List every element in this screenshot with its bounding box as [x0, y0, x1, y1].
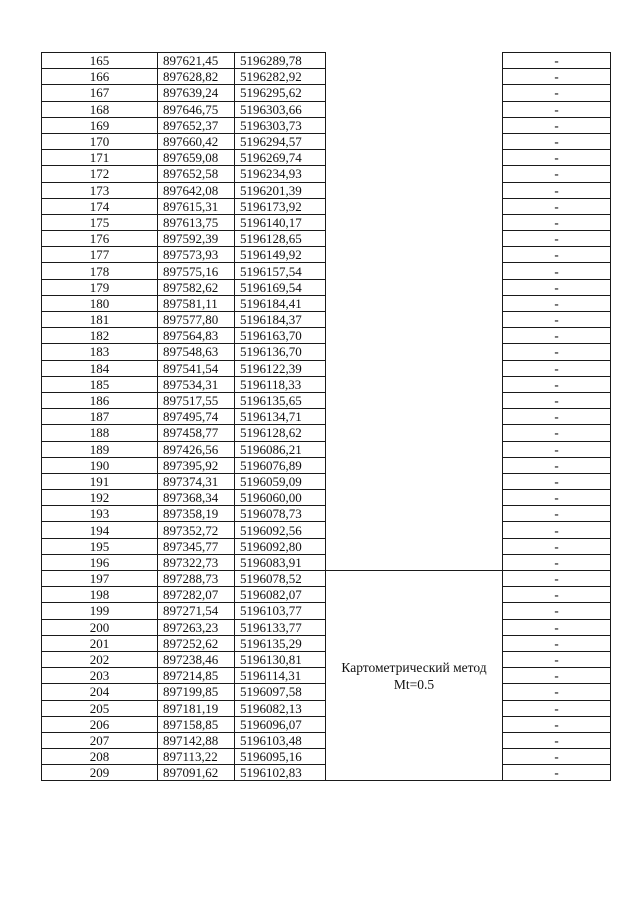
coordinates-table: [41, 52, 611, 781]
point-number: 209: [42, 765, 158, 781]
coordinate-y: 5196169,54: [235, 279, 326, 295]
point-number: 185: [42, 376, 158, 392]
accuracy-value: -: [503, 749, 611, 765]
accuracy-value: -: [503, 587, 611, 603]
coordinate-y: 5196095,16: [235, 749, 326, 765]
point-number: 201: [42, 635, 158, 651]
coordinate-y: 5196289,78: [235, 53, 326, 69]
coordinate-x: 897592,39: [158, 231, 235, 247]
coordinate-x: 897374,31: [158, 473, 235, 489]
accuracy-value: -: [503, 344, 611, 360]
coordinate-y: 5196303,73: [235, 117, 326, 133]
coordinate-x: 897577,80: [158, 312, 235, 328]
coordinate-x: 897495,74: [158, 409, 235, 425]
coordinate-x: 897288,73: [158, 571, 235, 587]
coordinate-x: 897238,46: [158, 651, 235, 667]
point-number: 182: [42, 328, 158, 344]
coordinate-x: 897142,88: [158, 732, 235, 748]
point-number: 192: [42, 490, 158, 506]
coordinate-y: 5196114,31: [235, 668, 326, 684]
accuracy-value: -: [503, 473, 611, 489]
accuracy-value: -: [503, 522, 611, 538]
coordinate-y: 5196135,65: [235, 392, 326, 408]
method-name: Картометрический метод: [341, 659, 487, 675]
point-number: 208: [42, 749, 158, 765]
coordinate-x: 897581,11: [158, 295, 235, 311]
coordinate-y: 5196128,62: [235, 425, 326, 441]
accuracy-value: -: [503, 328, 611, 344]
point-number: 195: [42, 538, 158, 554]
coordinate-y: 5196269,74: [235, 150, 326, 166]
accuracy-value: -: [503, 441, 611, 457]
coordinate-x: 897582,62: [158, 279, 235, 295]
accuracy-value: -: [503, 360, 611, 376]
accuracy-value: -: [503, 279, 611, 295]
coordinate-x: 897541,54: [158, 360, 235, 376]
coordinate-y: 5196163,70: [235, 328, 326, 344]
coordinate-x: 897615,31: [158, 198, 235, 214]
accuracy-value: -: [503, 635, 611, 651]
accuracy-value: -: [503, 765, 611, 781]
point-number: 166: [42, 69, 158, 85]
accuracy-value: -: [503, 716, 611, 732]
accuracy-value: -: [503, 182, 611, 198]
coordinate-x: 897263,23: [158, 619, 235, 635]
coordinate-x: 897322,73: [158, 554, 235, 570]
coordinate-y: 5196103,77: [235, 603, 326, 619]
point-number: 174: [42, 198, 158, 214]
accuracy-value: -: [503, 490, 611, 506]
method-accuracy: Mt=0.5: [393, 676, 435, 692]
coordinate-y: 5196097,58: [235, 684, 326, 700]
coordinate-y: 5196092,56: [235, 522, 326, 538]
method-cell: [326, 571, 503, 781]
accuracy-value: -: [503, 684, 611, 700]
point-number: 180: [42, 295, 158, 311]
coordinate-x: 897458,77: [158, 425, 235, 441]
point-number: 204: [42, 684, 158, 700]
coordinate-y: 5196092,80: [235, 538, 326, 554]
coordinate-x: 897113,22: [158, 749, 235, 765]
accuracy-value: -: [503, 668, 611, 684]
point-number: 172: [42, 166, 158, 182]
coordinate-x: 897252,62: [158, 635, 235, 651]
coordinate-y: 5196294,57: [235, 133, 326, 149]
point-number: 188: [42, 425, 158, 441]
accuracy-value: -: [503, 247, 611, 263]
coordinate-x: 897345,77: [158, 538, 235, 554]
coordinate-x: 897660,42: [158, 133, 235, 149]
accuracy-value: -: [503, 198, 611, 214]
point-number: 170: [42, 133, 158, 149]
coordinate-y: 5196133,77: [235, 619, 326, 635]
coordinate-y: 5196082,07: [235, 587, 326, 603]
accuracy-value: -: [503, 392, 611, 408]
coordinate-y: 5196184,37: [235, 312, 326, 328]
point-number: 184: [42, 360, 158, 376]
table-row: [42, 571, 611, 587]
coordinates-table-body: [42, 53, 611, 781]
accuracy-value: -: [503, 312, 611, 328]
coordinate-x: 897639,24: [158, 85, 235, 101]
point-number: 173: [42, 182, 158, 198]
accuracy-value: -: [503, 150, 611, 166]
point-number: 181: [42, 312, 158, 328]
coordinate-y: 5196128,65: [235, 231, 326, 247]
coordinate-y: 5196083,91: [235, 554, 326, 570]
point-number: 202: [42, 651, 158, 667]
coordinate-x: 897368,34: [158, 490, 235, 506]
point-number: 169: [42, 117, 158, 133]
coordinate-x: 897575,16: [158, 263, 235, 279]
coordinate-x: 897426,56: [158, 441, 235, 457]
point-number: 197: [42, 571, 158, 587]
coordinate-x: 897271,54: [158, 603, 235, 619]
point-number: 179: [42, 279, 158, 295]
accuracy-value: -: [503, 732, 611, 748]
coordinate-y: 5196118,33: [235, 376, 326, 392]
coordinate-x: 897158,85: [158, 716, 235, 732]
accuracy-value: -: [503, 295, 611, 311]
coordinate-x: 897282,07: [158, 587, 235, 603]
coordinate-x: 897091,62: [158, 765, 235, 781]
coordinate-x: 897652,37: [158, 117, 235, 133]
coordinate-y: 5196102,83: [235, 765, 326, 781]
coordinate-y: 5196157,54: [235, 263, 326, 279]
accuracy-value: -: [503, 231, 611, 247]
accuracy-value: -: [503, 376, 611, 392]
point-number: 193: [42, 506, 158, 522]
coordinate-x: 897628,82: [158, 69, 235, 85]
point-number: 190: [42, 457, 158, 473]
coordinate-x: 897548,63: [158, 344, 235, 360]
coordinate-x: 897199,85: [158, 684, 235, 700]
coordinate-y: 5196059,09: [235, 473, 326, 489]
coordinate-x: 897652,58: [158, 166, 235, 182]
point-number: 198: [42, 587, 158, 603]
coordinate-x: 897621,45: [158, 53, 235, 69]
point-number: 203: [42, 668, 158, 684]
accuracy-value: -: [503, 69, 611, 85]
accuracy-value: -: [503, 53, 611, 69]
point-number: 177: [42, 247, 158, 263]
coordinate-y: 5196076,89: [235, 457, 326, 473]
accuracy-value: -: [503, 166, 611, 182]
point-number: 194: [42, 522, 158, 538]
coordinate-y: 5196078,73: [235, 506, 326, 522]
coordinate-y: 5196130,81: [235, 651, 326, 667]
coordinate-x: 897358,19: [158, 506, 235, 522]
coordinate-y: 5196303,66: [235, 101, 326, 117]
coordinate-x: 897181,19: [158, 700, 235, 716]
accuracy-value: -: [503, 425, 611, 441]
point-number: 183: [42, 344, 158, 360]
accuracy-value: -: [503, 571, 611, 587]
accuracy-value: -: [503, 538, 611, 554]
point-number: 186: [42, 392, 158, 408]
point-number: 189: [42, 441, 158, 457]
coordinate-x: 897573,93: [158, 247, 235, 263]
coordinate-x: 897395,92: [158, 457, 235, 473]
coordinate-y: 5196134,71: [235, 409, 326, 425]
coordinate-x: 897517,55: [158, 392, 235, 408]
point-number: 199: [42, 603, 158, 619]
coordinate-x: 897646,75: [158, 101, 235, 117]
accuracy-value: -: [503, 603, 611, 619]
point-number: 207: [42, 732, 158, 748]
accuracy-value: -: [503, 133, 611, 149]
accuracy-value: -: [503, 214, 611, 230]
coordinate-y: 5196184,41: [235, 295, 326, 311]
point-number: 205: [42, 700, 158, 716]
coordinate-y: 5196135,29: [235, 635, 326, 651]
accuracy-value: -: [503, 457, 611, 473]
coordinate-y: 5196060,00: [235, 490, 326, 506]
coordinate-y: 5196282,92: [235, 69, 326, 85]
point-number: 175: [42, 214, 158, 230]
coordinate-y: 5196086,21: [235, 441, 326, 457]
coordinate-y: 5196078,52: [235, 571, 326, 587]
coordinate-y: 5196173,92: [235, 198, 326, 214]
coordinate-y: 5196140,17: [235, 214, 326, 230]
point-number: 196: [42, 554, 158, 570]
point-number: 178: [42, 263, 158, 279]
coordinate-y: 5196122,39: [235, 360, 326, 376]
point-number: 187: [42, 409, 158, 425]
point-number: 167: [42, 85, 158, 101]
point-number: 176: [42, 231, 158, 247]
coordinate-y: 5196103,48: [235, 732, 326, 748]
point-number: 171: [42, 150, 158, 166]
coordinate-x: 897564,83: [158, 328, 235, 344]
coordinate-y: 5196149,92: [235, 247, 326, 263]
point-number: 206: [42, 716, 158, 732]
method-cell-empty: [326, 53, 503, 571]
accuracy-value: -: [503, 651, 611, 667]
point-number: 200: [42, 619, 158, 635]
coordinate-y: 5196295,62: [235, 85, 326, 101]
accuracy-value: -: [503, 85, 611, 101]
accuracy-value: -: [503, 409, 611, 425]
point-number: 168: [42, 101, 158, 117]
point-number: 191: [42, 473, 158, 489]
accuracy-value: -: [503, 506, 611, 522]
coordinate-x: 897214,85: [158, 668, 235, 684]
accuracy-value: -: [503, 101, 611, 117]
coordinate-x: 897352,72: [158, 522, 235, 538]
accuracy-value: -: [503, 117, 611, 133]
coordinate-y: 5196136,70: [235, 344, 326, 360]
coordinate-y: 5196082,13: [235, 700, 326, 716]
coordinate-y: 5196201,39: [235, 182, 326, 198]
accuracy-value: -: [503, 619, 611, 635]
point-number: 165: [42, 53, 158, 69]
coordinate-x: 897613,75: [158, 214, 235, 230]
coordinate-x: 897642,08: [158, 182, 235, 198]
accuracy-value: -: [503, 554, 611, 570]
accuracy-value: -: [503, 263, 611, 279]
coordinate-y: 5196234,93: [235, 166, 326, 182]
accuracy-value: -: [503, 700, 611, 716]
table-row: [42, 53, 611, 69]
coordinate-x: 897659,08: [158, 150, 235, 166]
coordinate-y: 5196096,07: [235, 716, 326, 732]
coordinate-x: 897534,31: [158, 376, 235, 392]
